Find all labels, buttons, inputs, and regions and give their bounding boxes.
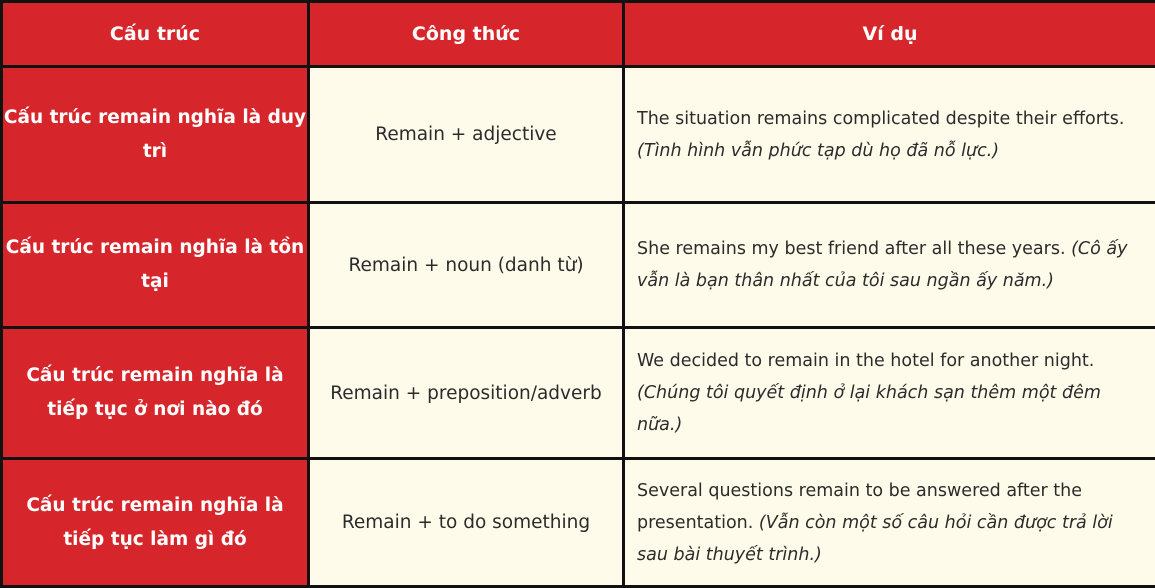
structure-cell: Cấu trúc remain nghĩa là tiếp tục ở nơi nào đó [2,328,309,459]
structure-cell: Cấu trúc remain nghĩa là tiếp tục làm gì đó [2,459,309,587]
example-translation: (Chúng tôi quyết định ở lại khách sạn thêm một đêm nữa.) [637,383,1101,435]
example-translation: (Vẫn còn một số câu hỏi cần được trả lời sau bài thuyết trình.) [637,513,1113,565]
example-translation: (Tình hình vẫn phức tạp dù họ đã nỗ lực.) [637,141,999,161]
example-cell [624,459,1155,587]
header-structure: Cấu trúc [2,2,309,67]
table-header-row [2,2,1155,67]
example-english: The situation remains complicated despite their efforts. [637,109,1124,129]
header-formula: Công thức [309,2,624,67]
table-row [2,459,1155,587]
table-row [2,67,1155,203]
formula-cell: Remain + noun (danh từ) [309,203,624,328]
example-cell [624,203,1155,328]
formula-cell: Remain + to do something [309,459,624,587]
example-translation: (Cô ấy vẫn là bạn thân nhất của tôi sau ngần ấy năm.) [637,239,1128,291]
example-cell [624,328,1155,459]
example-english: We decided to remain in the hotel for another night. [637,351,1094,371]
example-english: Several questions remain to be answered after the presentation. [637,481,1082,533]
header-example: Ví dụ [624,2,1155,67]
example-english: She remains my best friend after all these years. [637,239,1066,259]
table-row [2,203,1155,328]
table-row [2,328,1155,459]
formula-cell: Remain + adjective [309,67,624,203]
formula-cell: Remain + preposition/adverb [309,328,624,459]
structure-cell: Cấu trúc remain nghĩa là duy trì [2,67,309,203]
structure-cell: Cấu trúc remain nghĩa là tồn tại [2,203,309,328]
example-cell [624,67,1155,203]
